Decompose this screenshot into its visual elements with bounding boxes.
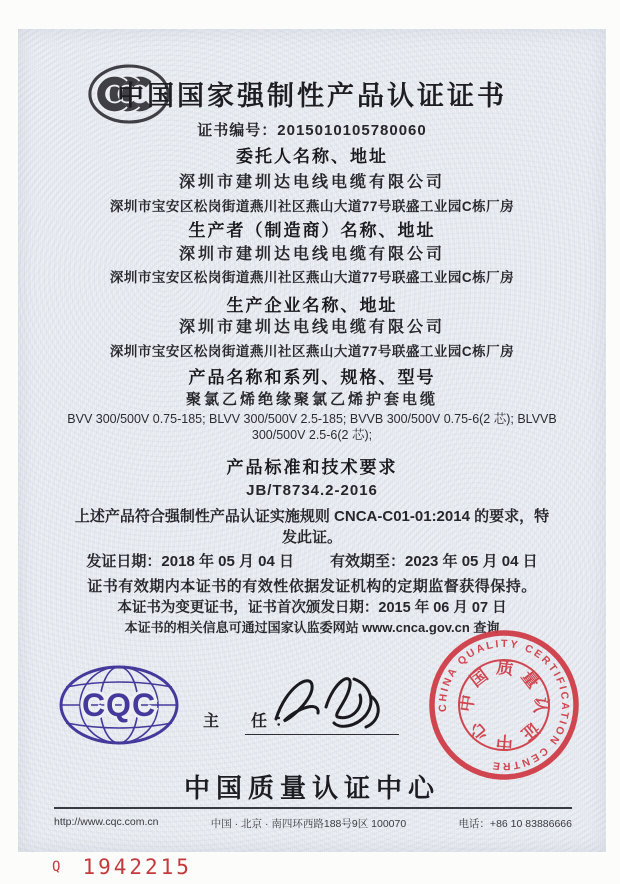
conformity-statement: 上述产品符合强制性产品认证实施规则 CNCA-C01-01:2014 的要求，特发此证。 [74,508,550,546]
organization-name: 中国质量认证中心 [183,773,440,803]
footer-website: http://www.cqc.com.cn [54,816,159,828]
product-models: BVV 300/500V 0.75-185; BLVV 300/500V 2.5-185; BVVB 300/500V 0.75-6(2 芯); BLVVB 300/500V 2.5-6(2 芯); [67,412,557,442]
section-manufacturer-heading: 生产者（制造商）名称、地址 [188,221,436,240]
product-name: 聚氯乙烯绝缘聚氯乙烯护套电缆 [185,391,438,408]
issue-date-label: 发证日期： [86,553,162,570]
cqc-logo-icon [58,663,180,747]
section-applicant-heading: 委托人名称、地址 [236,147,388,166]
expiry-date-label: 有效期至： [330,553,406,570]
certificate-title: 中国国家强制性产品认证证书 [117,81,507,111]
validity-note: 证书有效期内本证书的有效性依据发证机构的定期监督获得保持。 [87,578,537,595]
svg-text:CHINA QUALITY CERTIFICATION CE [423,624,585,787]
stamp-center-text: 中国质量认证中心 [456,657,551,752]
director-label: 主 任： [203,713,300,730]
section-product-heading: 产品名称和系列、规格、型号 [188,368,436,387]
certificate-number-value: 2015010105780060 [277,122,427,139]
manufacturer-name: 深圳市建圳达电线电缆有限公司 [178,246,445,263]
section-factory-heading: 生产企业名称、地址 [226,296,398,315]
footer-address: 中国 · 北京 · 南四环西路188号9区 100070 [210,818,407,830]
info-note: 本证书的相关信息可通过国家认监委网站 www.cnca.gov.cn 查询 [124,620,500,635]
signature-underline [245,734,399,735]
change-note: 本证书为变更证书，证书首次颁发日期：2015 年 06 月 07 日 [117,600,507,616]
serial-value: 1942215 [82,855,192,879]
dates-row [18,552,606,572]
serial-prefix: Q [52,859,61,875]
cqc-logo-text: CQC [81,687,157,723]
footer [54,816,572,831]
section-standard-heading: 产品标准和技术要求 [226,458,398,477]
factory-name: 深圳市建圳达电线电缆有限公司 [178,319,445,336]
factory-address: 深圳市宝安区松岗街道燕川社区燕山大道77号联盛工业园C栋厂房 [109,344,515,359]
footer-divider [54,807,572,809]
applicant-name: 深圳市建圳达电线电缆有限公司 [178,174,445,191]
certificate-number [18,121,606,141]
certificate-page [18,29,606,852]
manufacturer-address: 深圳市宝安区松岗街道燕川社区燕山大道77号联盛工业园C栋厂房 [109,270,515,285]
certificate-number-label: 证书编号： [197,122,278,139]
director-signature [268,667,400,737]
issue-date-value: 2018 年 05 月 04 日 [161,553,294,570]
expiry-date-value: 2023 年 05 月 04 日 [405,553,538,570]
applicant-address: 深圳市宝安区松岗街道燕川社区燕山大道77号联盛工业园C栋厂房 [109,199,515,214]
stamp-ring-text: CHINA QUALITY CERTIFICATION CENTRE [436,637,572,773]
standard-value: JB/T8734.2-2016 [246,482,378,499]
footer-phone: 电话：+86 10 83886666 [458,818,572,830]
serial-number [52,855,192,879]
